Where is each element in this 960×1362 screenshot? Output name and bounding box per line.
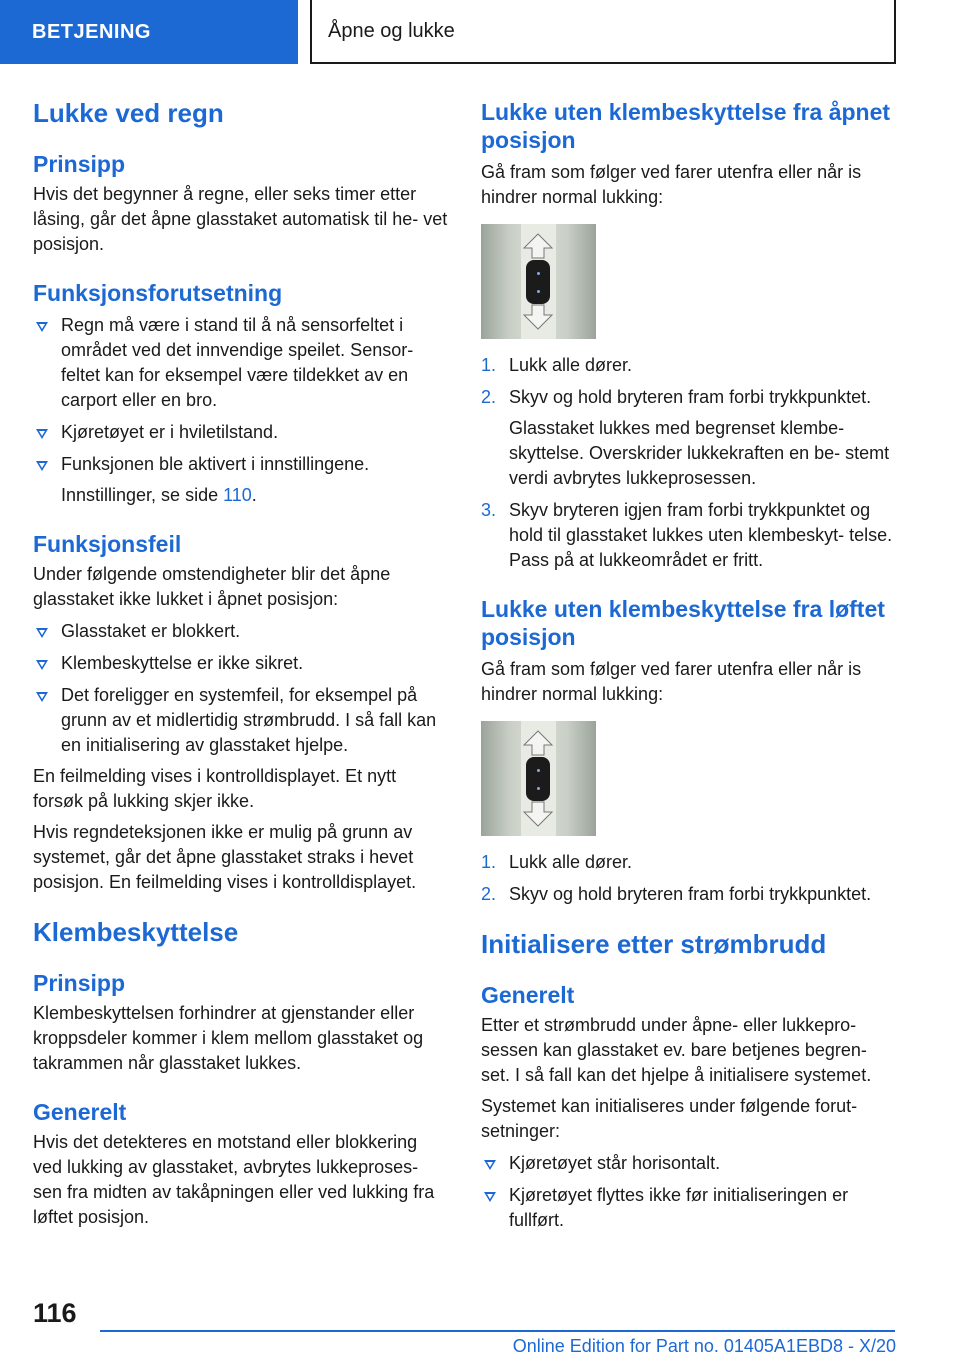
pinch-title: Klembeskyttelse: [33, 917, 239, 947]
fault-list: [33, 619, 448, 758]
bullet-triangle-icon: [36, 660, 48, 670]
footer-divider: [100, 1330, 895, 1332]
prereq-list: [33, 313, 448, 477]
step-item: 1. Lukk alle dører.: [481, 355, 633, 375]
list-item: Kjøretøyet står horisontalt.: [481, 1151, 899, 1176]
bullet-triangle-icon: [36, 461, 48, 471]
list-item: Regn må være i stand til å nå sensorfeltet i området ved det innvendige speilet. Sensor- feltet kan for eksempel være tildekket av en carport eller en bro.: [33, 313, 448, 413]
init-title: Initialisere etter strømbrudd: [481, 929, 827, 959]
topic-title: Åpne og lukke: [328, 19, 455, 42]
roof-switch: [526, 260, 550, 304]
roof-switch-image: [481, 721, 596, 836]
init-general-heading: Generelt: [481, 982, 575, 1008]
roof-switch: [526, 757, 550, 801]
list-item: Funksjonen ble aktivert i innstillingene.: [33, 452, 448, 477]
open-steps-cont: [481, 498, 899, 573]
prereq-heading: Funksjonsforutsetning: [33, 280, 283, 306]
bullet-triangle-icon: [36, 628, 48, 638]
open-steps: [481, 353, 899, 410]
raised-close-heading: Lukke uten klembeskyttelse fra løftet posisjon: [481, 596, 885, 650]
indicator-dot: [537, 272, 540, 275]
pinch-principle-text: Klembeskyttelsen forhindrer at gjenstander eller kroppsdeler kommer i klem mellom glasstaket og takrammen når glasstaket lukkes.: [33, 1003, 424, 1073]
open-intro: Gå fram som følger ved farer utenfra eller når is hindrer normal lukking:: [481, 162, 862, 207]
principle-heading: Prinsipp: [33, 151, 126, 177]
fault-intro: Under følgende omstendigheter blir det åpne glasstaket ikke lukket i åpnet posisjon:: [33, 564, 391, 609]
step-item: 2. Skyv og hold bryteren fram forbi trykkpunktet.: [481, 387, 872, 407]
bullet-triangle-icon: [484, 1192, 496, 1202]
step-item: 1. Lukk alle dører.: [481, 852, 633, 872]
init-list: [481, 1151, 899, 1233]
bullet-triangle-icon: [36, 322, 48, 332]
edition-text: Online Edition for Part no. 01405A1EBD8 - X/20: [512, 1336, 896, 1356]
page-link[interactable]: 110: [223, 485, 252, 505]
step-item: 2. Skyv og hold bryteren fram forbi trykkpunktet.: [481, 884, 872, 904]
roof-switch-image: [481, 224, 596, 339]
principle-text: Hvis det begynner å regne, eller seks timer etter låsing, går det åpne glasstaket automatisk til he- vet posisjon.: [33, 184, 448, 254]
list-item: Kjøretøyet er i hviletilstand.: [33, 420, 448, 445]
open-note: Glasstaket lukkes med begrenset klembe- skyttelse. Overskrider lukkekraften en be- stemt verdi avbrytes lukkeprosessen.: [509, 418, 890, 488]
pinch-general-text: Hvis det detekteres en motstand eller blokkering ved lukking av glasstaket, avbrytes lukkeproses- sen fra midten av takåpningen eller ved lukking fra løftet posisjon.: [33, 1132, 435, 1227]
rain-close-title: Lukke ved regn: [33, 98, 224, 128]
fault-paragraph: Hvis regndeteksjonen ikke er mulig på grunn av systemet, går det åpne glasstaket straks i hevet posisjon. En feilmelding vises i kontrolldisplayet.: [33, 822, 417, 892]
list-item: Glasstaket er blokkert.: [33, 619, 448, 644]
pinch-principle-heading: Prinsipp: [33, 970, 126, 996]
page-number: 116: [33, 1298, 77, 1328]
indicator-dot: [537, 787, 540, 790]
settings-reference: Innstillinger, se side 110.: [61, 485, 257, 505]
section-title: BETJENING: [32, 20, 151, 43]
section-tab: [0, 0, 298, 64]
init-general-text: Etter et strømbrudd under åpne- eller lukkepro- sessen kan glasstaket ev. bare betjenes begren- set. I så fall kan det hjelpe å initialisere systemet.: [481, 1015, 872, 1085]
fault-heading: Funksjonsfeil: [33, 531, 182, 557]
raised-intro: Gå fram som følger ved farer utenfra eller når is hindrer normal lukking:: [481, 659, 862, 704]
pinch-general-heading: Generelt: [33, 1099, 127, 1125]
topic-tab: [310, 0, 896, 64]
raised-steps: [481, 850, 899, 907]
fault-paragraph: En feilmelding vises i kontrolldisplayet. Et nytt forsøk på lukking skjer ikke.: [33, 766, 397, 811]
bullet-triangle-icon: [484, 1160, 496, 1170]
indicator-dot: [537, 769, 540, 772]
list-item: Det foreligger en systemfeil, for eksempel på grunn av et midlertidig strømbrudd. I så fall kan en initialisering av glasstaket hjelpe.: [33, 683, 448, 758]
bullet-triangle-icon: [36, 429, 48, 439]
indicator-dot: [537, 290, 540, 293]
step-item: 3. Skyv bryteren igjen fram forbi trykkpunktet og hold til glasstaket lukkes uten klembeskyt- telse. Pass på at lukkeområdet er fritt.: [481, 500, 893, 570]
right-column: [481, 98, 899, 1233]
bullet-triangle-icon: [36, 692, 48, 702]
init-conditions-intro: Systemet kan initialiseres under følgende forut- setninger:: [481, 1096, 858, 1141]
list-item: Kjøretøyet flyttes ikke før initialiseringen er fullført.: [481, 1183, 899, 1233]
list-item: Klembeskyttelse er ikke sikret.: [33, 651, 448, 676]
open-close-heading: Lukke uten klembeskyttelse fra åpnet posisjon: [481, 99, 891, 153]
left-column: [33, 98, 448, 1230]
